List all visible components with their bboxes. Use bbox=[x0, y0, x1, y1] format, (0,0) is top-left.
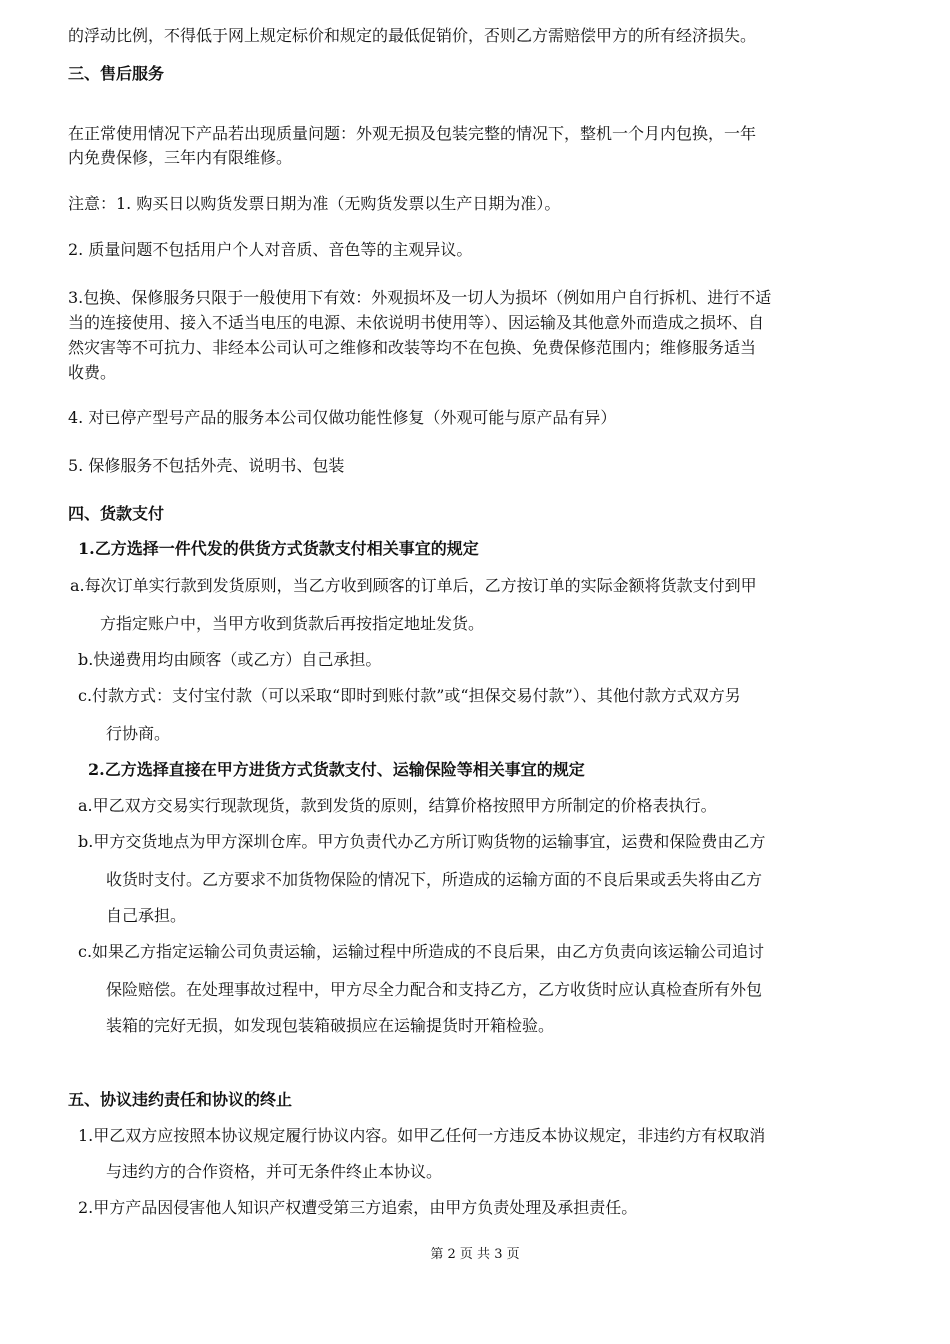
sub-heading: 2.乙方选择直接在甲方进货方式货款支付、运输保险等相关事宜的规定 bbox=[88, 760, 585, 779]
text-line: 与违约方的合作资格，并可无条件终止本协议。 bbox=[106, 1162, 443, 1181]
text-line: 装箱的完好无损，如发现包装箱破损应在运输提货时开箱检验。 bbox=[106, 1016, 555, 1035]
text-line: 行协商。 bbox=[106, 724, 171, 743]
text-line: 的浮动比例，不得低于网上规定标价和规定的最低促销价，否则乙方需赔偿甲方的所有经济损失。 bbox=[68, 26, 757, 45]
text-line: 当的连接使用、接入不适当电压的电源、未依说明书使用等）、因运输及其他意外而造成之损坏、自 bbox=[68, 313, 765, 332]
text-line: c.付款方式：支付宝付款（可以采取“即时到账付款”或“担保交易付款”）、其他付款方式双方另 bbox=[78, 686, 741, 705]
text-line: 注意：1. 购买日以购货发票日期为准（无购货发票以生产日期为准）。 bbox=[68, 194, 561, 213]
text-line: 内免费保修，三年内有限维修。 bbox=[68, 148, 293, 167]
text-line: 在正常使用情况下产品若出现质量问题：外观无损及包装完整的情况下，整机一个月内包换，一年 bbox=[68, 124, 757, 143]
text-line: c.如果乙方指定运输公司负责运输，运输过程中所造成的不良后果，由乙方负责向该运输公司追讨 bbox=[78, 942, 765, 961]
text-line: 3.包换、保修服务只限于一般使用下有效：外观损坏及一切人为损坏（例如用户自行拆机、进行不适 bbox=[68, 288, 772, 307]
text-line: 1.甲乙双方应按照本协议规定履行协议内容。如甲乙任何一方违反本协议规定，非违约方有权取消 bbox=[78, 1126, 766, 1145]
text-line: 2. 质量问题不包括用户个人对音质、音色等的主观异议。 bbox=[68, 240, 473, 259]
section-heading: 五、协议违约责任和协议的终止 bbox=[68, 1090, 293, 1109]
text-line: 收货时支付。乙方要求不加货物保险的情况下，所造成的运输方面的不良后果或丢失将由乙方 bbox=[106, 870, 763, 889]
section-heading: 三、售后服务 bbox=[68, 64, 165, 83]
sub-heading: 1.乙方选择一件代发的供货方式货款支付相关事宜的规定 bbox=[78, 539, 479, 558]
text-line: b.甲方交货地点为甲方深圳仓库。甲方负责代办乙方所订购货物的运输事宜，运费和保险费由乙方 bbox=[78, 832, 766, 851]
text-line: 保险赔偿。在处理事故过程中，甲方尽全力配合和支持乙方，乙方收货时应认真检查所有外包 bbox=[106, 980, 763, 999]
section-heading: 四、货款支付 bbox=[68, 504, 165, 523]
text-line: 5. 保修服务不包括外壳、说明书、包装 bbox=[68, 456, 345, 475]
text-line: a.甲乙双方交易实行现款现货，款到发货的原则，结算价格按照甲方所制定的价格表执行。 bbox=[78, 796, 717, 815]
text-line: 收费。 bbox=[68, 363, 117, 382]
text-line: a.每次订单实行款到发货原则，当乙方收到顾客的订单后，乙方按订单的实际金额将货款支付到甲 bbox=[70, 576, 757, 595]
text-line: b.快递费用均由顾客（或乙方）自己承担。 bbox=[78, 650, 382, 669]
text-line: 方指定账户中，当甲方收到货款后再按指定地址发货。 bbox=[100, 614, 485, 633]
text-line: 自己承担。 bbox=[106, 906, 187, 925]
text-line: 2.甲方产品因侵害他人知识产权遭受第三方追索，由甲方负责处理及承担责任。 bbox=[78, 1198, 638, 1217]
page-footer: 第 2 页 共 3 页 bbox=[430, 1247, 520, 1262]
text-line: 然灾害等不可抗力、非经本公司认可之维修和改装等均不在包换、免费保修范围内；维修服务适当 bbox=[68, 338, 757, 357]
text-line: 4. 对已停产型号产品的服务本公司仅做功能性修复（外观可能与原产品有异） bbox=[68, 408, 617, 427]
